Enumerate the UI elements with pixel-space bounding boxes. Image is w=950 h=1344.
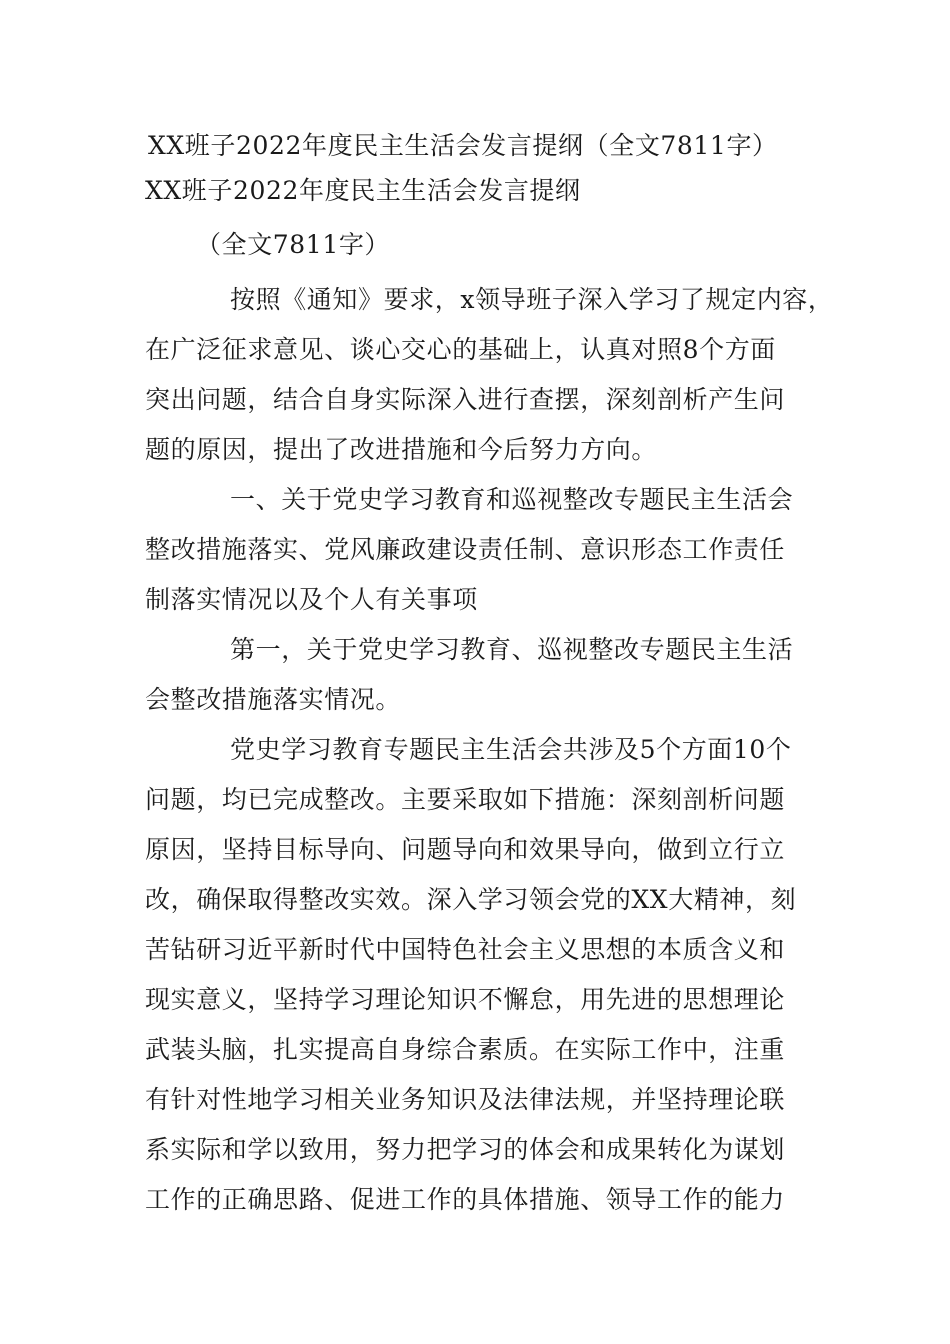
paragraph-line: 苦钻研习近平新时代中国特色社会主义思想的本质含义和 (145, 935, 786, 964)
paragraph-line: 问题，均已完成整改。主要采取如下措施：深刻剖析问题 (145, 785, 786, 814)
document-subheading: （全文7811字） (196, 230, 391, 259)
paragraph-line: 按照《通知》要求，x领导班子深入学习了规定内容， (230, 285, 834, 314)
paragraph-line: 突出问题，结合自身实际深入进行查摆，深刻剖析产生问 (145, 385, 786, 414)
paragraph-line: 原因，坚持目标导向、问题导向和效果导向，做到立行立 (145, 835, 786, 864)
paragraph-line: 系实际和学以致用，努力把学习的体会和成果转化为谋划 (145, 1135, 786, 1164)
subsection-heading-line: 第一，关于党史学习教育、巡视整改专题民主生活 (230, 635, 794, 664)
paragraph-line: 武装头脑，扎实提高自身综合素质。在实际工作中，注重 (145, 1035, 786, 1064)
paragraph-line: 有针对性地学习相关业务知识及法律法规，并坚持理论联 (145, 1085, 786, 1114)
document-title-line: XX班子2022年度民主生活会发言提纲（全文7811字） (148, 131, 778, 160)
paragraph-line: 在广泛征求意见、谈心交心的基础上，认真对照8个方面 (145, 335, 776, 364)
section-heading-line: 整改措施落实、党风廉政建设责任制、意识形态工作责任 (145, 535, 786, 564)
section-heading-line: 一、关于党史学习教育和巡视整改专题民主生活会 (230, 485, 794, 514)
paragraph-line: 现实意义，坚持学习理论知识不懈怠，用先进的思想理论 (145, 985, 786, 1014)
paragraph-line: 党史学习教育专题民主生活会共涉及5个方面10个 (230, 735, 792, 764)
paragraph-line: 工作的正确思路、促进工作的具体措施、领导工作的能力 (145, 1185, 786, 1214)
subsection-heading-line: 会整改措施落实情况。 (145, 685, 402, 714)
section-heading-line: 制落实情况以及个人有关事项 (145, 585, 478, 614)
paragraph-line: 改，确保取得整改实效。深入学习领会党的XX大精神，刻 (145, 885, 797, 914)
document-heading: XX班子2022年度民主生活会发言提纲 (145, 176, 581, 205)
paragraph-line: 题的原因，提出了改进措施和今后努力方向。 (145, 435, 658, 464)
